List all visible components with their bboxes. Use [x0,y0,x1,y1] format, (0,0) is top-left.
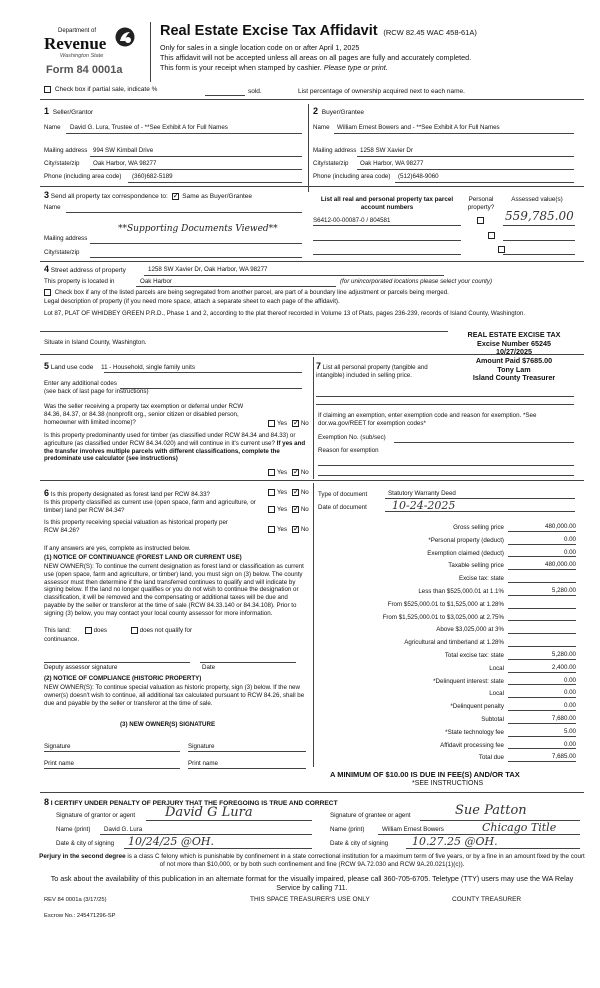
land-use-block [44,361,195,372]
notice3-heading: (3) NEW OWNER(S) SIGNATURE [120,721,216,728]
figure-row [318,583,576,596]
street-label: Street address of property [50,267,126,274]
land-use-num: 5 [44,361,50,371]
land-does-checkbox[interactable] [85,627,92,634]
additional-codes-label: Enter any additional codes [44,380,117,387]
seller-name[interactable]: David G. Lura, Trustee of - **See Exhibit A for Full Names [70,124,228,131]
forest-q2-yes-no [268,506,309,514]
grantor-signature[interactable]: David G Lura [165,805,253,820]
timber-question-b: If yes and the transfer involves multiple parcels with different classifications, complete the predominate use calculator (see instructions) [44,439,306,463]
figure-value[interactable]: 0.00 [508,549,576,558]
buyer-city-label: City/state/zip [313,160,349,167]
stamp-line-2: Excise Number 65245 [477,338,551,348]
certify-text: I CERTIFY UNDER PENALTY OF PERJURY THAT THE FOREGOING IS TRUE AND CORRECT [50,800,338,807]
personal-prop-label: List all personal property (tangible and intangible) included in selling price. [316,364,428,380]
exemption-url: *See dor.wa.gov/REET for exemption codes* [318,412,537,427]
owner-print-label-1: Print name [44,760,74,767]
stamp-line-4: Amount Paid $7685.00 [475,355,553,365]
land-does-label: does [93,627,107,635]
figure-value[interactable] [508,633,576,634]
grantee-date[interactable]: 10.27.25 @OH. [412,835,498,848]
figure-label: Total excise tax: state [444,652,504,660]
land-use-label: Land use code [50,364,94,371]
correspondence-text: Send all property tax correspondence to: [50,193,168,200]
personal-prop-num: 7 [316,361,322,371]
stamp-line-6: Island County Treasurer [472,373,556,383]
buyer-phone[interactable]: (512)648-9060 [398,173,439,180]
figure-value[interactable]: 5.00 [508,728,576,737]
figure-label: Excise tax: state [458,575,504,583]
figure-label: *Delinquent interest: state [433,677,504,685]
notice1-heading: (1) NOTICE OF CONTINUANCE (FOREST LAND OR CURRENT USE) [44,554,242,561]
figure-row [318,596,576,609]
figure-value[interactable]: 0.00 [508,677,576,686]
exemption-yes-no [268,420,309,428]
revenue-logo-icon [114,26,136,48]
forest-q1-yes-checkbox[interactable] [268,489,275,496]
seller-heading-text: Seller/Grantor [52,109,94,116]
grantee-signature[interactable]: Sue Patton [455,803,527,818]
treasurer-only: THIS SPACE TREASURER'S USE ONLY [250,896,370,903]
forest-q1 [44,488,266,499]
seller-phone-label: Phone (including area code) [44,173,122,180]
dept-state: Washington State [60,53,104,59]
personal-property-checkbox-3[interactable] [498,246,505,253]
seller-city-label: City/state/zip [44,160,80,167]
figure-row [318,685,576,698]
ownership-note: List percentage of ownership acquired next to each name. [298,88,465,95]
forest-num: 6 [44,488,50,498]
figure-value[interactable]: 5,280.00 [508,587,576,596]
land-does-not-label: does not qualify for [139,627,193,635]
correspondence-num: 3 [44,190,50,200]
deputy-date-label: Date [202,664,216,671]
timber-yes-checkbox[interactable] [268,469,275,476]
figure-label: Above $3,025,000 at 3% [436,626,504,634]
header-sub3-italic: Please type or print. [323,63,388,72]
buyer-name-label: Name [313,124,330,131]
seller-num: 1 [44,106,50,116]
grantor-sig-label: Signature of grantor or agent [56,812,136,819]
figure-row [318,609,576,622]
figure-row [318,711,576,724]
partial-sale-row [44,86,157,94]
buyer-mailing[interactable]: 1258 SW Xavier Dr [360,147,413,154]
seller-mailing-label: Mailing address [44,147,88,154]
notice2-text: NEW OWNER(S): To continue special valuation as historic property, sign (3) below. If the new owner(s) doesn't wish to continue, all additional tax calculated pursuant to RCW 84.26, shall be due and payable by the seller or transferor at the time of sale. [44,684,305,707]
owner-sig-label-2: Signature [188,743,215,750]
stamp-line-1: REAL ESTATE EXCISE TAX [467,330,561,339]
figure-label: Subtotal [481,716,504,723]
property-num: 4 [44,264,50,274]
owner-sig-label-1: Signature [44,743,71,750]
forest-q1-yes-no [268,489,309,497]
stamp-line-3: 10/27/2025 [496,347,532,357]
figure-label: Taxable selling price [448,562,504,570]
figure-label: *State technology fee [445,728,504,736]
dept-name: Revenue [44,34,107,53]
figure-value[interactable]: 7,685.00 [508,753,576,762]
exemption-no-checkbox[interactable] [292,420,299,427]
personal-prop-block [316,361,436,380]
corr-mailing-label: Mailing address [44,235,88,242]
figure-label: Exemption claimed (deduct) [427,549,504,557]
figure-row [318,519,576,532]
assessed-value[interactable]: 559,785.00 [505,209,574,223]
located-value[interactable]: Oak Harbor [140,278,172,285]
land-does-not-checkbox[interactable] [131,627,138,634]
figure-label: Total due [478,754,504,762]
forest-q1-no-label: No [300,489,309,497]
figure-row [318,660,576,673]
forest-q2-no-checkbox[interactable] [292,506,299,513]
segregated-label: Check box if any of the listed parcels are being segregated from another parcel, are part of a boundary line adjustment or parcels being merged. [54,289,449,297]
see-back-label: (see back of last page for instructions) [44,388,149,395]
exemption-question: Was the seller receiving a property tax exemption or deferral under RCW 84.36, 84.37, or 84.38 (nonprofit org., senior citizen or disabled person, homeowner with limited income)? [44,403,244,426]
buyer-heading [313,106,364,117]
correspondence-row [44,190,252,201]
seller-heading [44,106,93,117]
figure-row [318,545,576,558]
buyer-mailing-label: Mailing address [313,147,357,154]
timber-no-label: No [300,469,309,477]
exemption-yes-label: Yes [277,420,288,428]
header-sub2: This affidavit will not be accepted unless all areas on all pages are fully and accurately completed. [160,53,472,62]
forest-q3-no-checkbox[interactable] [292,526,299,533]
figure-row [318,647,576,660]
doc-type[interactable]: Statutory Warranty Deed [388,490,456,497]
figure-value[interactable]: 0.00 [508,536,576,545]
figure-row [318,634,576,647]
exemption-claim-text [318,412,574,428]
forest-q2-no-label: No [300,506,309,514]
forest-q1-no-checkbox[interactable] [292,489,299,496]
partial-sale-label: Check box if partial sale, indicate % [54,86,158,94]
figure-label: From $1,525,000.01 to $3,025,000 at 2.75% [382,613,504,621]
figure-value[interactable]: 5,280.00 [508,651,576,660]
figure-row [318,724,576,737]
figure-label: Affidavit processing fee [440,741,504,749]
forest-q1-yes-label: Yes [277,489,288,497]
exemption-yes-checkbox[interactable] [268,420,275,427]
legal-label: Legal description of property (if you need more space, attach a separate sheet to each page of the affidavit). [44,298,340,305]
figure-row [318,673,576,686]
personal-col-header: Personal property? [467,196,495,211]
figure-label: *Personal property (deduct) [428,536,504,544]
partial-sale-checkbox[interactable] [44,86,51,93]
forest-q1-text: Is this property designated as forest land per RCW 84.33? [50,491,210,498]
figure-label: Local [489,664,504,672]
rev-number: REV 84 0001a (3/17/25) [44,897,107,903]
supporting-docs-stamp: **Supporting Documents Viewed** [118,224,278,234]
buyer-city[interactable]: Oak Harbor, WA 98277 [360,160,424,167]
perjury-bold: Perjury in the second degree [39,853,126,860]
perjury-notice [38,853,586,869]
deputy-sig-label: Deputy assessor signature [44,664,118,671]
seller-city[interactable]: Oak Harbor, WA 98277 [93,160,157,167]
doc-date[interactable]: 10-24-2025 [392,499,456,512]
figure-label: Less than $525,000.01 at 1.1% [418,588,504,596]
forest-q2: Is this property classified as current use (open space, farm and agriculture, or timber) land per RCW 84.34? [44,499,256,514]
forest-q2-yes-checkbox[interactable] [268,506,275,513]
doc-type-label: Type of document [318,491,368,498]
title-text: Real Estate Excise Tax Affidavit [160,23,378,39]
figure-row [318,698,576,711]
located-label: This property is located in [44,278,115,285]
doc-date-label: Date of document [318,504,367,511]
corr-city-label: City/state/zip [44,249,80,256]
legal-description[interactable]: Lot 87, PLAT OF WHIDBEY GREEN P.R.D., Phase 1 and 2, according to the plat thereof recorded in Volume 13 of Plats, pages 236-239, records of Island County, Washington. [44,310,526,317]
reason-label: Reason for exemption [318,447,379,454]
if-any-yes: If any answers are yes, complete as instructed below. [44,545,191,552]
header-sub1: Only for sales in a single location code on or after April 1, 2025 [160,43,360,52]
grantee-name[interactable]: William Ernest Bowers [382,826,444,833]
statute-text: (RCW 82.45 WAC 458-61A) [383,28,477,37]
figure-row [318,557,576,570]
escrow-number: Escrow No.: 245471296-SP [44,913,116,919]
grantee-date-label: Date & city of signing [330,840,389,847]
unincorporated-note: (for unincorporated locations please select your county) [340,278,493,285]
situate-text[interactable]: Situate in Island County, Washington. [44,339,147,346]
figure-row [318,737,576,750]
figure-value[interactable]: 480,000.00 [508,523,576,532]
figure-row [318,621,576,634]
forest-q3: Is this property receiving special valuation as historical property per RCW 84.26? [44,519,228,534]
owner-print-label-2: Print name [188,760,218,767]
forest-q3-yes-label: Yes [277,526,288,534]
parcel-number[interactable]: S6412-00-00087-0 / 804581 [313,217,391,224]
figure-label: Gross selling price [453,524,504,532]
seller-name-label: Name [44,124,61,131]
notice1-text: NEW OWNER(S): To continue the current designation as forest land or classification as current use (open space, farm and agriculture, or timber) land, you must sign on (3) below. The county assessor must then determine if the land transferred continues to qualify and will indicate by signing below. If the land no longer qualifies or you do not wish to continue the designation or classification, it will be removed and the compensating or additional taxes will be due and payable by the seller or transferor at the time of sale (RCW 84.33.140 or 84.34.108). Prior to signing (3) below, you may contact your local county assessor for more information. [44,563,304,617]
segregated-checkbox[interactable] [44,289,51,296]
header-sub3-text: This form is your receipt when stamped by cashier. [160,63,322,72]
figure-value[interactable] [508,608,576,609]
sold-label: sold. [248,88,262,95]
forest-q3-yes-no [268,526,309,534]
perjury-text: is a class C felony which is punishable by confinement in a state correctional institution for a maximum term of five years, or by a fine in an amount fixed by the court of not more than $10,000, or by both such confinement and fine (RCW 9A.72.030 and RCW 9A.20.021(1)(c)). [125,853,585,868]
figure-label: *Delinquent penalty [450,703,504,711]
grantee-name-label: Name (print) [330,826,365,833]
dor-logo [44,22,144,84]
figure-value[interactable]: 2,400.00 [508,664,576,673]
grantor-name[interactable]: David G. Lura [104,826,143,833]
parcel-col-header: List all real and personal property tax parcel account numbers [320,196,454,211]
grantor-date-label: Date & city of signing [56,840,115,847]
personal-property-checkbox-1[interactable] [477,217,484,224]
grantee-agent[interactable]: Chicago Title [482,821,557,834]
county-treasurer: COUNTY TREASURER [452,896,522,903]
figure-value[interactable] [508,620,576,621]
figure-value[interactable]: 7,680.00 [508,715,576,724]
buyer-phone-label: Phone (including area code) [313,173,391,180]
stamp-line-5: Tony Lam [497,364,531,374]
timber-question-a: Is this property predominantly used for timber (as classified under RCW 84.34 and 84.33) or agriculture (as classified under RCW 84.34.020) and will continue in it's current use? [44,432,296,447]
forest-q2-yes-label: Yes [277,506,288,514]
timber-no-checkbox[interactable] [292,469,299,476]
street-row [44,264,126,275]
exemption-no-label: No [300,420,309,428]
land-use-value[interactable]: 11 - Household, single family units [101,364,195,371]
see-instructions: *SEE INSTRUCTIONS [412,780,484,787]
seller-mailing[interactable]: 994 SW Kimball Drive [93,147,154,154]
alt-format-notice: To ask about the availability of this publication in an alternate format for the visually impaired, please call 360-705-6705. Teletype (TTY) users may use the WA Relay Service by calling 711. [50,874,574,892]
forest-q3-no-label: No [300,526,309,534]
same-as-buyer-label: Same as Buyer/Grantee [182,193,253,200]
this-land-row [44,627,192,635]
timber-yes-no [268,469,309,477]
figure-value[interactable] [508,582,576,583]
this-land-label: This land: [44,627,71,635]
corr-name-label: Name [44,204,61,211]
minimum-due: A MINIMUM OF $10.00 IS DUE IN FEE(S) AND/OR TAX [330,770,520,779]
figure-row [318,570,576,583]
exemption-claim-label: If claiming an exemption, enter exemption code and reason for exemption. [318,412,522,419]
buyer-num: 2 [313,106,319,116]
same-as-buyer-checkbox[interactable] [172,193,179,200]
figure-label: From $525,000.01 to $1,525,000 at 1.28% [387,600,504,608]
form-title [160,22,477,40]
exemption-no-label: Exemption No. (sub/sec) [318,434,386,441]
figure-value[interactable]: 480,000.00 [508,561,576,570]
seller-phone[interactable]: (360)682-5189 [132,173,173,180]
certify-num: 8 [44,797,50,807]
grantor-date[interactable]: 10/24/25 @OH. [128,835,215,848]
segregated-row [44,289,449,297]
grantee-sig-label: Signature of grantee or agent [330,812,411,819]
assessed-col-header: Assessed value(s) [511,196,563,203]
grantor-name-label: Name (print) [56,826,91,833]
figures-table [318,519,576,762]
buyer-name[interactable]: William Ernest Bowers and - **See Exhibit A for Full Names [337,124,500,131]
header-sub3 [160,63,388,72]
dept-line: Department of [58,28,97,34]
notice2-heading: (2) NOTICE OF COMPLIANCE (HISTORIC PROPERTY) [44,675,202,682]
street-address[interactable]: 1258 SW Xavier Dr, Oak Harbor, WA 98277 [148,266,268,273]
figure-value[interactable]: 0.00 [508,741,576,750]
figure-label: Agricultural and timberland at 1.28% [404,639,504,647]
figure-row [318,749,576,762]
continuance-label: continuance. [44,636,80,643]
figure-row [318,532,576,545]
figure-value[interactable]: 0.00 [508,689,576,698]
forest-q3-yes-checkbox[interactable] [268,526,275,533]
buyer-heading-text: Buyer/Grantee [321,109,365,116]
figure-value[interactable] [508,646,576,647]
figure-value[interactable]: 0.00 [508,702,576,711]
form-number: Form 84 0001a [46,64,123,76]
timber-question [44,432,308,463]
personal-property-checkbox-2[interactable] [488,232,495,239]
timber-yes-label: Yes [277,469,288,477]
treasurer-stamp [452,331,576,383]
figure-label: Local [489,690,504,698]
